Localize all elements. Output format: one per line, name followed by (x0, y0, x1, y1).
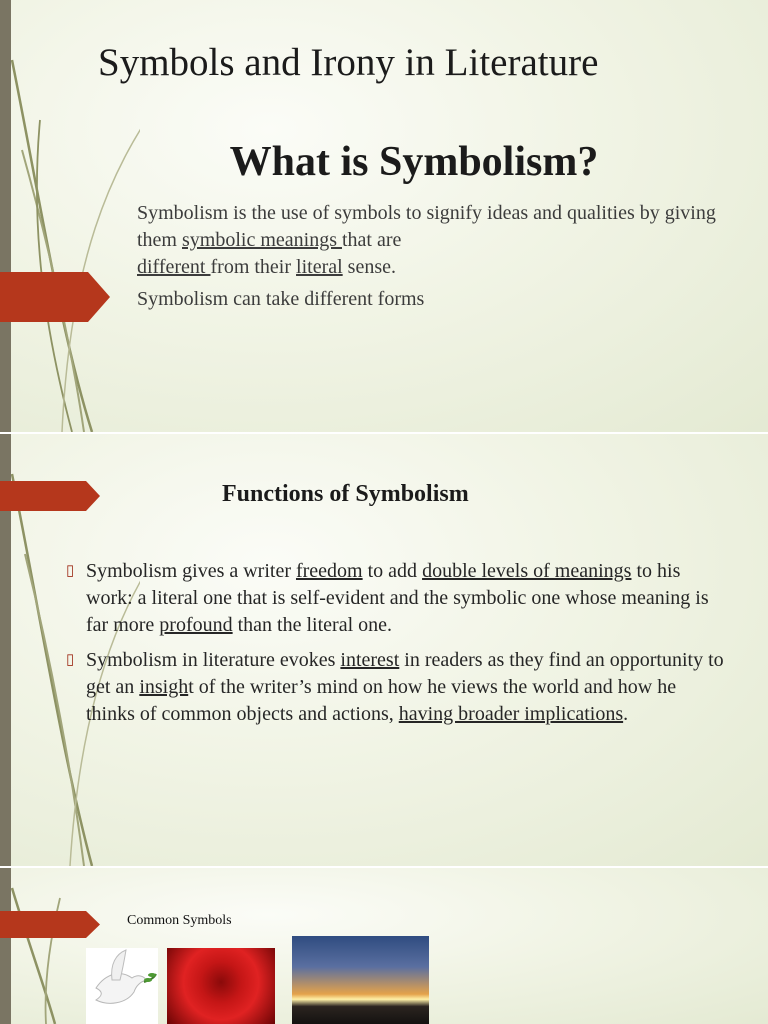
bullet-item-freedom: ▯ Symbolism gives a writer freedom to add double levels of meanings to his work: a literal one that is self-evident and the symbolic one whose meaning is far more profound than the literal one. (66, 560, 709, 636)
link-symbolic-meanings[interactable]: symbolic meanings (182, 229, 342, 251)
slide-heading: What is Symbolism? (229, 139, 599, 185)
deck-title: Symbols and Irony in Literature (98, 41, 599, 84)
link-broader-implications[interactable]: having broader implications (398, 703, 624, 725)
bullet-marker-icon: ▯ (66, 563, 75, 579)
accent-arrow (0, 272, 110, 322)
link-different[interactable]: different (137, 256, 211, 278)
link-insight[interactable]: insigh (139, 676, 189, 698)
bullet-item-interest: ▯ Symbolism in literature evokes interest in readers as they find an opportunity to get an insight of the writer’s mind on how he views the world and how he thinks of common objects and actions, having broader implications. (66, 649, 724, 725)
link-literal[interactable]: literal (296, 256, 343, 278)
sunset-image (292, 936, 429, 1024)
forms-text: Symbolism can take different forms (137, 288, 425, 310)
link-profound[interactable]: profound (159, 614, 233, 636)
accent-arrow (0, 911, 100, 938)
slide-functions-of-symbolism (0, 434, 768, 866)
slide-heading: Functions of Symbolism (222, 481, 469, 507)
rose-image (167, 948, 275, 1024)
link-interest[interactable]: interest (340, 649, 400, 671)
accent-arrow (0, 481, 100, 511)
bullet-list (66, 558, 726, 736)
definition-paragraph: Symbolism is the use of symbols to signify ideas and qualities by giving them symbolic meanings that are different from their literal sense. (137, 202, 716, 278)
link-double-levels[interactable]: double levels of meanings (422, 560, 632, 582)
slide-heading: Common Symbols (127, 913, 232, 928)
link-freedom[interactable]: freedom (295, 560, 363, 582)
slide-what-is-symbolism (0, 0, 768, 432)
bullet-marker-icon: ▯ (66, 652, 75, 668)
slide-common-symbols (0, 868, 768, 1024)
dove-image (86, 948, 158, 1024)
